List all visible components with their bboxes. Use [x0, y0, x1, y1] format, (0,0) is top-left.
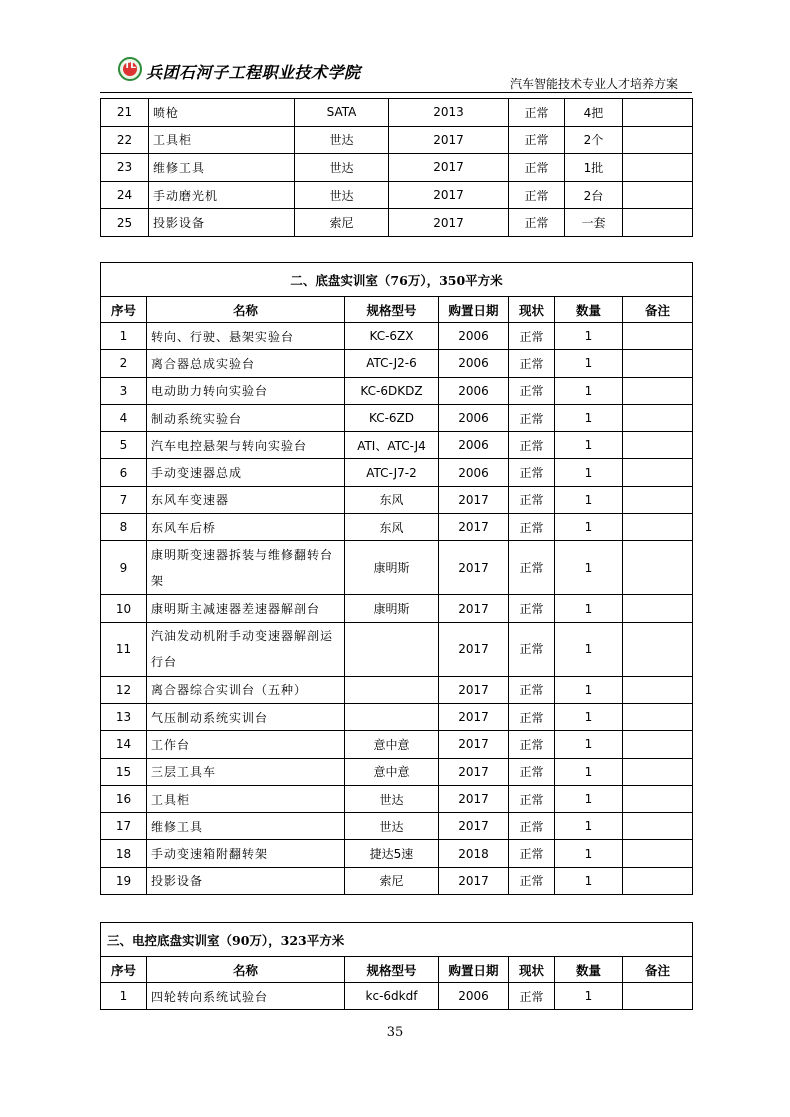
cell-purchase-date: 2013 [389, 99, 509, 127]
table-row [101, 514, 693, 541]
cell-status: 正常 [509, 486, 555, 513]
cell-purchase-date: 2017 [389, 209, 509, 237]
table-row [101, 459, 693, 486]
cell-index: 13 [101, 703, 147, 730]
cell-remarks [623, 676, 693, 703]
cell-index: 11 [101, 622, 147, 676]
cell-name: 维修工具 [147, 813, 345, 840]
table1-body [101, 99, 693, 237]
cell-remarks [623, 731, 693, 758]
table-row [101, 731, 693, 758]
cell-index: 7 [101, 486, 147, 513]
logo-letters: TL [124, 61, 136, 71]
section-title: 三、电控底盘实训室（90万），323平方米 [101, 923, 693, 957]
cell-index: 19 [101, 867, 147, 894]
cell-index: 23 [101, 154, 149, 182]
cell-index: 3 [101, 377, 147, 404]
cell-name: 手动变速箱附翻转架 [147, 840, 345, 867]
cell-quantity: 1 [555, 595, 623, 622]
cell-name: 投影设备 [147, 867, 345, 894]
school-logo-icon [118, 57, 142, 81]
cell-model: ATI、ATC-J4 [345, 432, 439, 459]
col-header: 购置日期 [439, 957, 509, 983]
cell-remarks [623, 703, 693, 730]
cell-quantity: 一套 [565, 209, 623, 237]
cell-remarks [623, 514, 693, 541]
cell-index: 17 [101, 813, 147, 840]
cell-purchase-date: 2017 [389, 181, 509, 209]
col-header: 名称 [147, 297, 345, 323]
cell-model: 世达 [295, 154, 389, 182]
cell-name: 汽车电控悬架与转向实验台 [147, 432, 345, 459]
cell-remarks [623, 541, 693, 595]
document-title: 汽车智能技术专业人才培养方案 [509, 77, 678, 91]
cell-purchase-date: 2017 [439, 785, 509, 812]
cell-model: 东风 [345, 486, 439, 513]
cell-status: 正常 [509, 126, 565, 154]
cell-index: 9 [101, 541, 147, 595]
page-header [100, 52, 692, 96]
cell-status: 正常 [509, 703, 555, 730]
cell-quantity: 1 [555, 350, 623, 377]
cell-quantity: 1 [555, 676, 623, 703]
cell-index: 24 [101, 181, 149, 209]
cell-quantity: 1批 [565, 154, 623, 182]
table-row [101, 486, 693, 513]
cell-name: 制动系统实验台 [147, 404, 345, 431]
cell-model: 意中意 [345, 758, 439, 785]
col-header: 规格型号 [345, 957, 439, 983]
cell-status: 正常 [509, 840, 555, 867]
cell-purchase-date: 2017 [439, 731, 509, 758]
table-row [101, 813, 693, 840]
table-row [101, 154, 693, 182]
cell-name: 手动磨光机 [149, 181, 295, 209]
cell-status: 正常 [509, 514, 555, 541]
col-header: 备注 [623, 297, 693, 323]
cell-model: 捷达5速 [345, 840, 439, 867]
cell-index: 2 [101, 350, 147, 377]
cell-status: 正常 [509, 323, 555, 350]
cell-index: 14 [101, 731, 147, 758]
cell-index: 8 [101, 514, 147, 541]
cell-model: SATA [295, 99, 389, 127]
cell-remarks [623, 404, 693, 431]
cell-purchase-date: 2017 [439, 676, 509, 703]
cell-quantity: 1 [555, 703, 623, 730]
table-row [101, 676, 693, 703]
cell-quantity: 2台 [565, 181, 623, 209]
cell-remarks [623, 350, 693, 377]
cell-purchase-date: 2017 [439, 867, 509, 894]
cell-remarks [623, 867, 693, 894]
cell-name: 喷枪 [149, 99, 295, 127]
cell-status: 正常 [509, 622, 555, 676]
cell-remarks [623, 758, 693, 785]
cell-model: kc-6dkdf [345, 983, 439, 1010]
cell-name: 电动助力转向实验台 [147, 377, 345, 404]
cell-quantity: 1 [555, 377, 623, 404]
cell-model: ATC-J2-6 [345, 350, 439, 377]
cell-purchase-date: 2018 [439, 840, 509, 867]
cell-model: 意中意 [345, 731, 439, 758]
col-header: 数量 [555, 957, 623, 983]
cell-purchase-date: 2006 [439, 404, 509, 431]
cell-quantity: 1 [555, 758, 623, 785]
cell-name: 维修工具 [149, 154, 295, 182]
table-row [101, 622, 693, 676]
table-row [101, 983, 693, 1010]
cell-model: 康明斯 [345, 595, 439, 622]
cell-status: 正常 [509, 350, 555, 377]
cell-model: KC-6ZX [345, 323, 439, 350]
cell-status: 正常 [509, 99, 565, 127]
cell-index: 1 [101, 983, 147, 1010]
cell-remarks [623, 432, 693, 459]
cell-remarks [623, 622, 693, 676]
cell-model [345, 676, 439, 703]
cell-remarks [623, 785, 693, 812]
cell-status: 正常 [509, 595, 555, 622]
cell-quantity: 1 [555, 840, 623, 867]
cell-purchase-date: 2017 [389, 126, 509, 154]
col-header: 规格型号 [345, 297, 439, 323]
cell-purchase-date: 2006 [439, 350, 509, 377]
cell-remarks [623, 459, 693, 486]
table-row [101, 541, 693, 595]
cell-purchase-date: 2017 [439, 703, 509, 730]
table-row [101, 377, 693, 404]
col-header: 数量 [555, 297, 623, 323]
cell-model: KC-6DKDZ [345, 377, 439, 404]
cell-quantity: 4把 [565, 99, 623, 127]
cell-status: 正常 [509, 154, 565, 182]
cell-model: 世达 [345, 813, 439, 840]
cell-remarks [623, 377, 693, 404]
page-number: 35 [386, 1025, 404, 1040]
cell-name: 转向、行驶、悬架实验台 [147, 323, 345, 350]
cell-model: 世达 [295, 181, 389, 209]
cell-index: 22 [101, 126, 149, 154]
cell-remarks [623, 99, 693, 127]
col-header: 现状 [509, 297, 555, 323]
cell-status: 正常 [509, 758, 555, 785]
cell-index: 12 [101, 676, 147, 703]
cell-name: 四轮转向系统试验台 [147, 983, 345, 1010]
cell-index: 25 [101, 209, 149, 237]
table3-body [101, 983, 693, 1010]
cell-quantity: 1 [555, 813, 623, 840]
table-row [101, 126, 693, 154]
cell-remarks [623, 595, 693, 622]
cell-index: 21 [101, 99, 149, 127]
table-row [101, 323, 693, 350]
cell-quantity: 1 [555, 867, 623, 894]
cell-purchase-date: 2017 [439, 541, 509, 595]
col-header: 序号 [101, 297, 147, 323]
cell-purchase-date: 2017 [439, 595, 509, 622]
cell-name: 东风车后桥 [147, 514, 345, 541]
cell-name: 工具柜 [147, 785, 345, 812]
cell-model: 索尼 [345, 867, 439, 894]
col-header: 现状 [509, 957, 555, 983]
cell-model: 康明斯 [345, 541, 439, 595]
cell-purchase-date: 2017 [439, 514, 509, 541]
cell-purchase-date: 2017 [439, 486, 509, 513]
cell-purchase-date: 2006 [439, 459, 509, 486]
cell-index: 18 [101, 840, 147, 867]
cell-status: 正常 [509, 785, 555, 812]
cell-status: 正常 [509, 377, 555, 404]
cell-status: 正常 [509, 731, 555, 758]
cell-name: 汽油发动机附手动变速器解剖运行台 [147, 622, 345, 676]
cell-index: 10 [101, 595, 147, 622]
cell-name: 工作台 [147, 731, 345, 758]
col-header: 名称 [147, 957, 345, 983]
cell-purchase-date: 2006 [439, 432, 509, 459]
table-row [101, 404, 693, 431]
header-row [101, 297, 693, 323]
cell-index: 15 [101, 758, 147, 785]
cell-quantity: 1 [555, 983, 623, 1010]
table-row [101, 703, 693, 730]
cell-quantity: 1 [555, 486, 623, 513]
table2-body [101, 323, 693, 895]
cell-name: 康明斯变速器拆装与维修翻转台架 [147, 541, 345, 595]
cell-quantity: 1 [555, 785, 623, 812]
col-header: 备注 [623, 957, 693, 983]
cell-name: 手动变速器总成 [147, 459, 345, 486]
cell-quantity: 1 [555, 622, 623, 676]
cell-model: KC-6ZD [345, 404, 439, 431]
cell-remarks [623, 181, 693, 209]
cell-status: 正常 [509, 432, 555, 459]
cell-name: 投影设备 [149, 209, 295, 237]
cell-status: 正常 [509, 983, 555, 1010]
cell-purchase-date: 2006 [439, 983, 509, 1010]
cell-model: 东风 [345, 514, 439, 541]
cell-name: 东风车变速器 [147, 486, 345, 513]
cell-remarks [623, 486, 693, 513]
cell-status: 正常 [509, 541, 555, 595]
chassis-lab-table [100, 262, 693, 895]
cell-index: 1 [101, 323, 147, 350]
cell-remarks [623, 209, 693, 237]
cell-model [345, 622, 439, 676]
cell-model [345, 703, 439, 730]
cell-purchase-date: 2006 [439, 377, 509, 404]
header-rule [100, 92, 692, 93]
cell-purchase-date: 2017 [389, 154, 509, 182]
cell-quantity: 1 [555, 731, 623, 758]
cell-remarks [623, 154, 693, 182]
table-row [101, 99, 693, 127]
cell-quantity: 1 [555, 323, 623, 350]
cell-model: ATC-J7-2 [345, 459, 439, 486]
cell-index: 16 [101, 785, 147, 812]
cell-index: 6 [101, 459, 147, 486]
cell-status: 正常 [509, 181, 565, 209]
cell-quantity: 2个 [565, 126, 623, 154]
school-name: 兵团石河子工程职业技术学院 [146, 63, 361, 82]
cell-status: 正常 [509, 209, 565, 237]
cell-index: 5 [101, 432, 147, 459]
cell-quantity: 1 [555, 432, 623, 459]
table-row [101, 432, 693, 459]
table-row [101, 181, 693, 209]
cell-quantity: 1 [555, 459, 623, 486]
table-row [101, 758, 693, 785]
cell-remarks [623, 983, 693, 1010]
cell-quantity: 1 [555, 514, 623, 541]
cell-quantity: 1 [555, 404, 623, 431]
cell-purchase-date: 2017 [439, 622, 509, 676]
cell-remarks [623, 126, 693, 154]
cell-remarks [623, 323, 693, 350]
cell-status: 正常 [509, 676, 555, 703]
col-header: 购置日期 [439, 297, 509, 323]
cell-model: 世达 [295, 126, 389, 154]
cell-name: 离合器综合实训台（五种） [147, 676, 345, 703]
cell-index: 4 [101, 404, 147, 431]
cell-model: 世达 [345, 785, 439, 812]
equipment-table-continued [100, 98, 693, 237]
cell-model: 索尼 [295, 209, 389, 237]
cell-name: 气压制动系统实训台 [147, 703, 345, 730]
cell-name: 三层工具车 [147, 758, 345, 785]
cell-status: 正常 [509, 404, 555, 431]
table-row [101, 209, 693, 237]
table-row [101, 840, 693, 867]
cell-purchase-date: 2017 [439, 813, 509, 840]
cell-purchase-date: 2006 [439, 323, 509, 350]
cell-name: 工具柜 [149, 126, 295, 154]
header-row [101, 957, 693, 983]
table-row [101, 785, 693, 812]
cell-status: 正常 [509, 459, 555, 486]
col-header: 序号 [101, 957, 147, 983]
cell-name: 康明斯主减速器差速器解剖台 [147, 595, 345, 622]
table-row [101, 350, 693, 377]
cell-quantity: 1 [555, 541, 623, 595]
table-row [101, 867, 693, 894]
section-title: 二、底盘实训室（76万），350平方米 [101, 263, 693, 297]
electronic-chassis-lab-table [100, 922, 693, 1010]
cell-status: 正常 [509, 867, 555, 894]
cell-remarks [623, 813, 693, 840]
cell-remarks [623, 840, 693, 867]
cell-name: 离合器总成实验台 [147, 350, 345, 377]
cell-purchase-date: 2017 [439, 758, 509, 785]
table-row [101, 595, 693, 622]
cell-status: 正常 [509, 813, 555, 840]
